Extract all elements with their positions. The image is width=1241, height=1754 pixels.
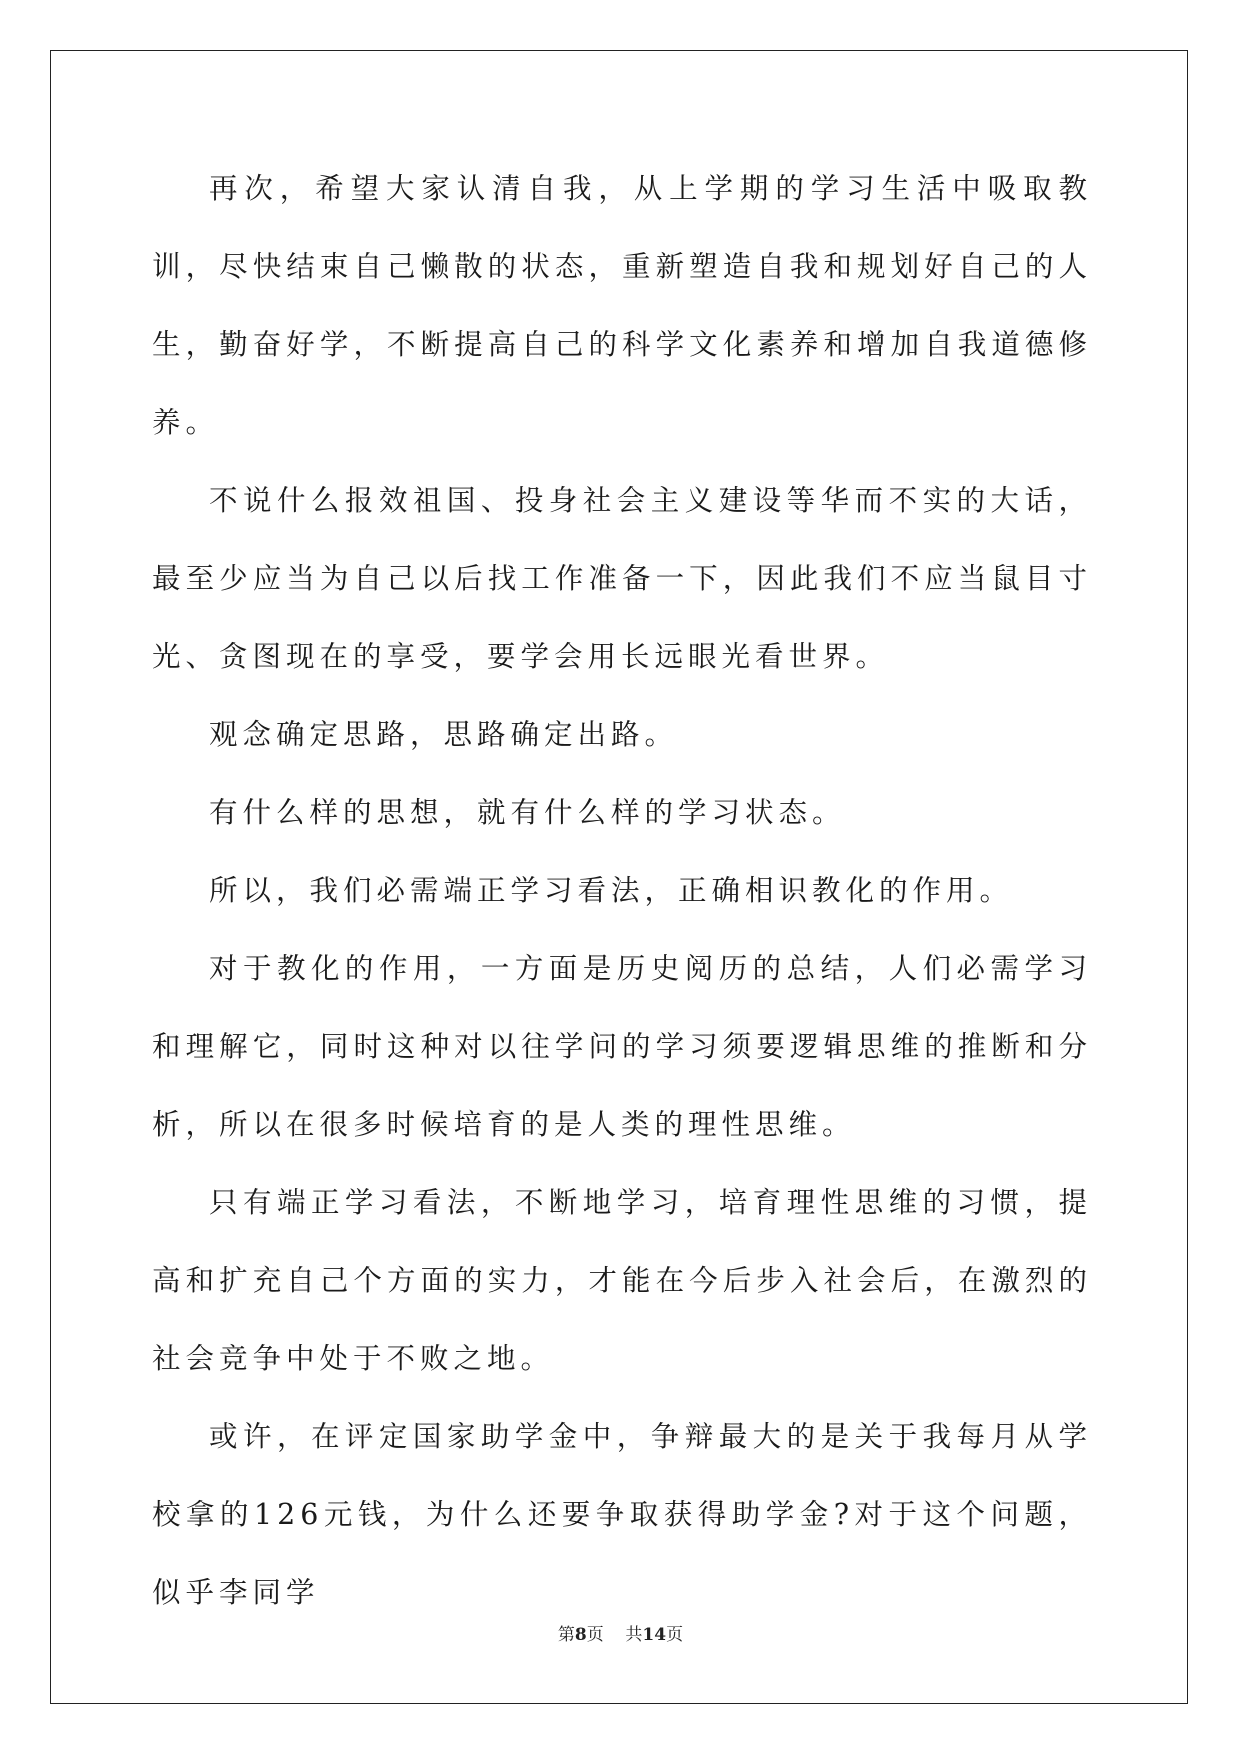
total-pages: 14 bbox=[642, 1625, 667, 1645]
paragraph: 再次，希望大家认清自我，从上学期的学习生活中吸取教训，尽快结束自己懒散的状态，重新塑造自我和规划好自己的人生，勤奋好学，不断提高自己的科学文化素养和增加自我道德修养。 bbox=[152, 172, 1092, 439]
paragraph: 不说什么报效祖国、投身社会主义建设等华而不实的大话，最至少应当为自己以后找工作准备一下，因此我们不应当鼠目寸光、贪图现在的享受，要学会用长远眼光看世界。 bbox=[152, 484, 1092, 673]
footer-total-suffix: 页 bbox=[666, 1625, 684, 1645]
page-footer bbox=[0, 1620, 1241, 1645]
paragraph: 观念确定思路，思路确定出路。 bbox=[209, 718, 679, 751]
footer-prefix: 第 bbox=[557, 1625, 575, 1645]
footer-total-prefix: 共 bbox=[625, 1625, 643, 1645]
paragraph: 只有端正学习看法，不断地学习，培育理性思维的习惯，提高和扩充自己个方面的实力，才能在今后步入社会后，在激烈的社会竞争中处于不败之地。 bbox=[152, 1186, 1092, 1375]
paragraph: 有什么样的思想，就有什么样的学习状态。 bbox=[209, 796, 846, 829]
document-body bbox=[152, 150, 1092, 1632]
paragraph: 对于教化的作用，一方面是历史阅历的总结，人们必需学习和理解它，同时这种对以往学问的学习须要逻辑思维的推断和分析，所以在很多时候培育的是人类的理性思维。 bbox=[152, 952, 1092, 1141]
footer-page-suffix: 页 bbox=[586, 1625, 604, 1645]
paragraph: 所以，我们必需端正学习看法，正确相识教化的作用。 bbox=[209, 874, 1014, 907]
paragraph: 或许，在评定国家助学金中，争辩最大的是关于我每月从学校拿的126元钱，为什么还要争取获得助学金?对于这个问题，似乎李同学 bbox=[152, 1420, 1092, 1609]
page-number: 8 bbox=[574, 1625, 587, 1645]
